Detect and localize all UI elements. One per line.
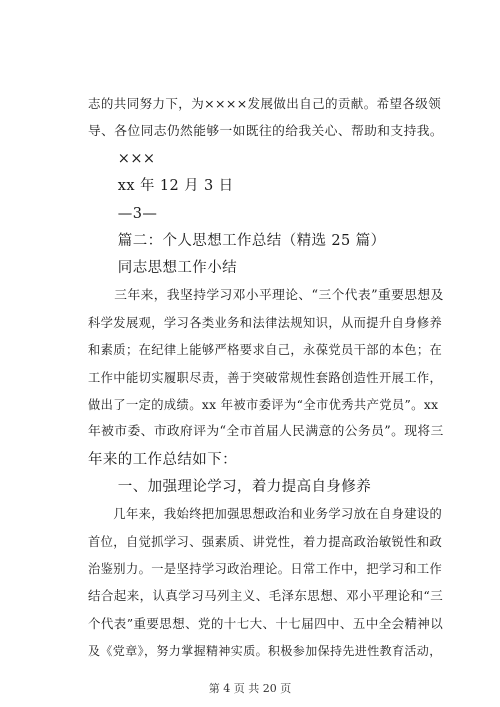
text-line: 科学发展观，学习各类业务和法律法规知识，从而提升自身修养 — [88, 316, 443, 330]
section-heading: 篇二：个人思想工作总结（精选 25 篇） — [88, 233, 386, 249]
section-heading: 一、加强理论学习，着力提高自身修养 — [88, 479, 372, 495]
text-line: 及《党章》，努力掌握精神实质。积极参加保持先进性教育活动， — [88, 644, 442, 658]
text-line: 几年来，我始终把加强思想政治和业务学习放在自身建设的 — [88, 507, 443, 521]
text-line: 工作中能切实履职尽责，善于突破常规性套路创造性开展工作， — [88, 371, 443, 385]
text-line: 个代表”重要思想、党的十七大、十七届四中、五中全会精神以 — [88, 616, 444, 631]
page-marker: —3— — [88, 206, 158, 222]
page-footer: 第 4 页 共 20 页 — [208, 682, 292, 695]
text-line: 导、各位同志仍然能够一如既往的给我关心、帮助和支持我。 — [88, 124, 444, 139]
text-line: 年来的工作总结如下： — [88, 452, 237, 468]
author-signature: ××× — [88, 151, 156, 167]
text-line: 三年来，我坚持学习邓小平理论、“三个代表”重要思想及 — [88, 288, 444, 303]
text-line: 首位，自觉抓学习、强素质、讲党性，着力提高政治敏锐性和政 — [88, 535, 443, 549]
text-line: 治鉴别力。一是坚持学习政治理论。日常工作中，把学习和工作 — [88, 562, 443, 576]
text-line: 志的共同努力下，为××××发展做出自己的贡献。希望各级领 — [88, 96, 442, 111]
text-line: 和素质；在纪律上能够严格要求自己，永葆党员干部的本色；在 — [88, 343, 443, 357]
document-date: xx 年 12 月 3 日 — [88, 178, 234, 194]
text-line: 结合起来，认真学习马列主义、毛泽东思想、邓小平理论和“三 — [88, 588, 444, 603]
text-line: 年被市委、市政府评为“全市首届人民满意的公务员”。现将三 — [88, 424, 444, 439]
subheading: 同志思想工作小结 — [88, 260, 237, 276]
text-line: 做出了一定的成绩。xx 年被市委评为“全市优秀共产党员”。xx — [88, 398, 439, 412]
